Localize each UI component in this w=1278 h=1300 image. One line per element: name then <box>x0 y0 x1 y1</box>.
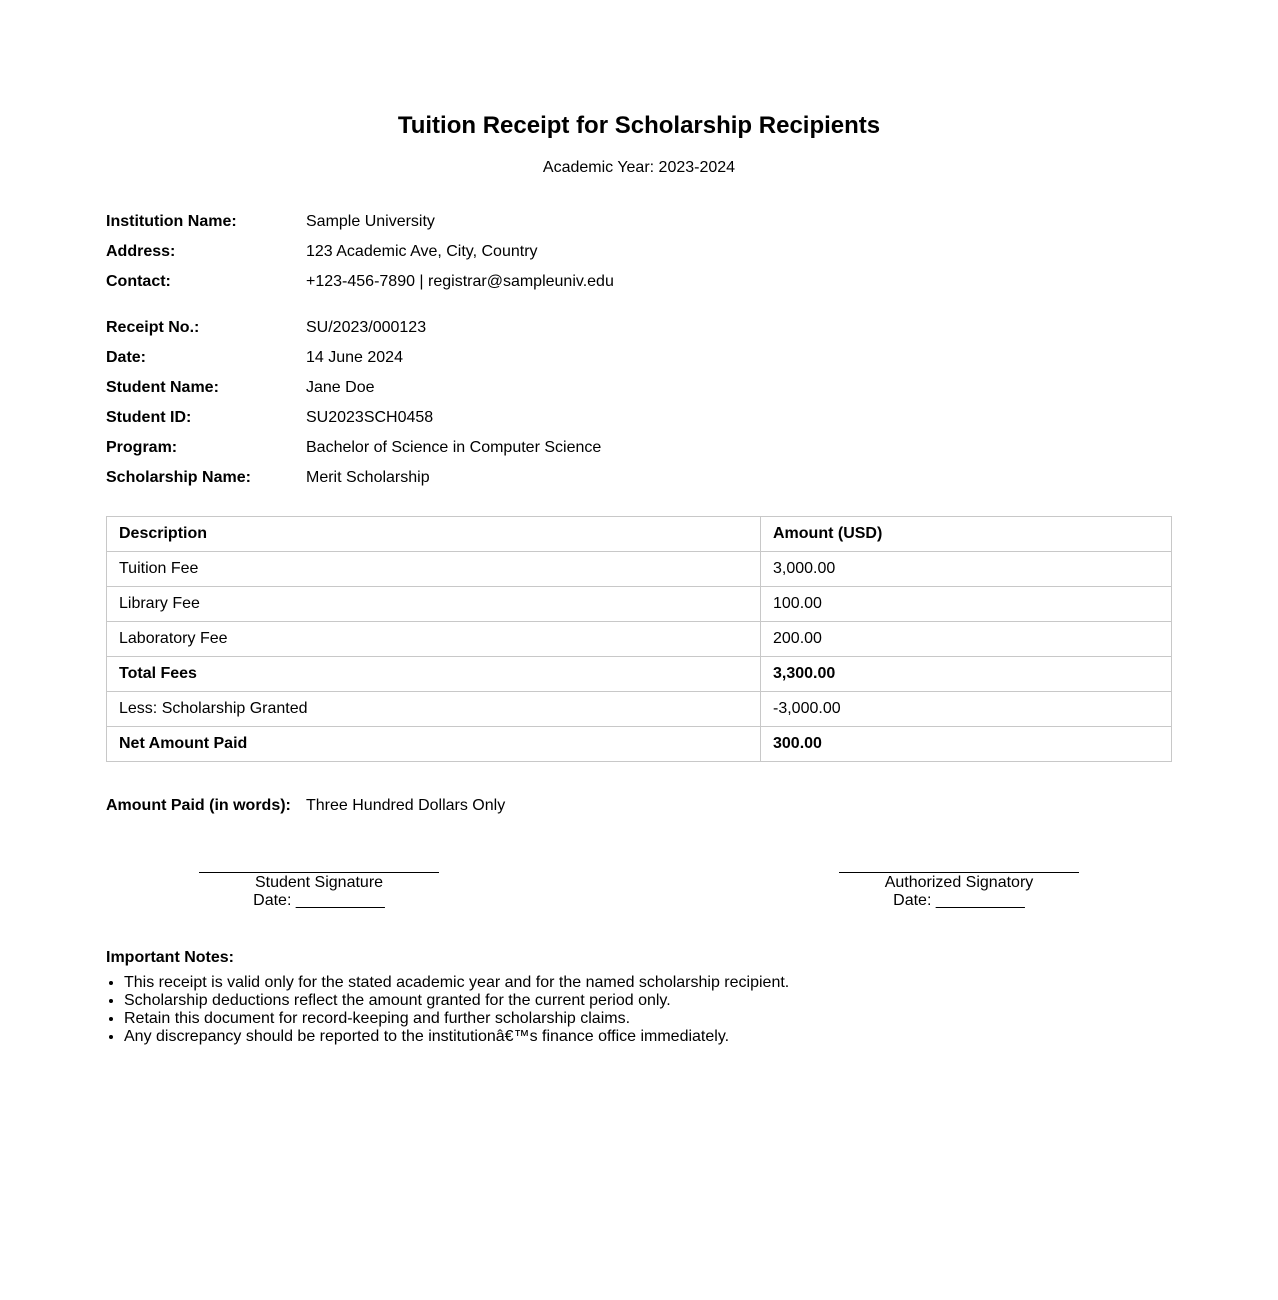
info-row-program <box>106 433 601 463</box>
info-row-scholarship-name <box>106 463 601 493</box>
amount-in-words-value: Three Hundred Dollars Only <box>306 797 506 814</box>
info-label: Institution Name: <box>106 213 237 230</box>
info-value: Sample University <box>306 213 435 230</box>
info-row-date <box>106 343 601 373</box>
info-row-contact <box>106 267 614 297</box>
info-row-address <box>106 237 614 267</box>
fees-table <box>106 516 1172 762</box>
table-row <box>107 622 1172 657</box>
info-value: SU/2023/000123 <box>306 319 427 336</box>
info-value: 14 June 2024 <box>306 349 403 366</box>
info-value: Bachelor of Science in Computer Science <box>306 439 602 456</box>
page-title: Tuition Receipt for Scholarship Recipients <box>397 112 881 139</box>
row-description: Laboratory Fee <box>107 622 761 657</box>
row-description: Net Amount Paid <box>107 727 761 762</box>
important-notes <box>106 948 789 1046</box>
student-signature-block <box>199 872 439 910</box>
info-label: Date: <box>106 349 147 366</box>
signature-line <box>839 872 1079 873</box>
column-header-description: Description <box>107 517 761 552</box>
row-description: Less: Scholarship Granted <box>107 692 761 727</box>
signature-line <box>199 872 439 873</box>
info-value: 123 Academic Ave, City, Country <box>306 243 538 260</box>
row-amount: 3,300.00 <box>761 657 1172 692</box>
row-description: Tuition Fee <box>107 552 761 587</box>
list-item: • This receipt is valid only for the stated academic year and for the named scholarship recipient. <box>124 974 789 992</box>
column-header-amount: Amount (USD) <box>761 517 1172 552</box>
row-description: Library Fee <box>107 587 761 622</box>
info-label: Address: <box>106 243 176 260</box>
info-row-student-id <box>106 403 601 433</box>
notes-list <box>106 974 789 1046</box>
info-row-receipt-no <box>106 313 601 343</box>
info-label: Student Name: <box>106 379 219 396</box>
row-amount: 3,000.00 <box>761 552 1172 587</box>
info-label: Contact: <box>106 273 171 290</box>
table-row <box>107 587 1172 622</box>
info-row-institution-name <box>106 207 614 237</box>
notes-title: Important Notes: <box>106 949 234 966</box>
info-label: Scholarship Name: <box>106 469 251 486</box>
amount-in-words <box>106 796 505 816</box>
table-row <box>107 692 1172 727</box>
info-value: Jane Doe <box>306 379 375 396</box>
row-amount: 300.00 <box>761 727 1172 762</box>
info-label: Receipt No.: <box>106 319 200 336</box>
info-value: SU2023SCH0458 <box>306 409 434 426</box>
info-label: Student ID: <box>106 409 192 426</box>
info-value: Merit Scholarship <box>306 469 430 486</box>
table-row <box>107 552 1172 587</box>
student-signature-label: Student Signature <box>254 874 384 891</box>
list-item: • Retain this document for record-keeping and further scholarship claims. <box>124 1010 789 1028</box>
receipt-info <box>106 313 601 493</box>
row-amount: -3,000.00 <box>761 692 1172 727</box>
row-description: Total Fees <box>107 657 761 692</box>
row-amount: 200.00 <box>761 622 1172 657</box>
institution-info <box>106 207 614 297</box>
row-amount: 100.00 <box>761 587 1172 622</box>
list-item: • Any discrepancy should be reported to the institutionâ€™s finance office immediately. <box>124 1028 789 1046</box>
info-value: +123-456-7890 | registrar@sampleuniv.edu <box>306 273 614 290</box>
info-label: Program: <box>106 439 178 456</box>
authorized-signature-label: Authorized Signatory <box>884 874 1034 891</box>
table-row-net <box>107 727 1172 762</box>
table-header-row <box>107 517 1172 552</box>
amount-in-words-label: Amount Paid (in words): <box>106 797 291 814</box>
table-row-total <box>107 657 1172 692</box>
student-signature-date: Date: __________ <box>253 892 385 909</box>
academic-year: Academic Year: 2023-2024 <box>542 159 736 176</box>
authorized-signature-date: Date: __________ <box>893 892 1025 909</box>
list-item: • Scholarship deductions reflect the amount granted for the current period only. <box>124 992 789 1010</box>
authorized-signature-block <box>839 872 1079 910</box>
info-row-student-name <box>106 373 601 403</box>
